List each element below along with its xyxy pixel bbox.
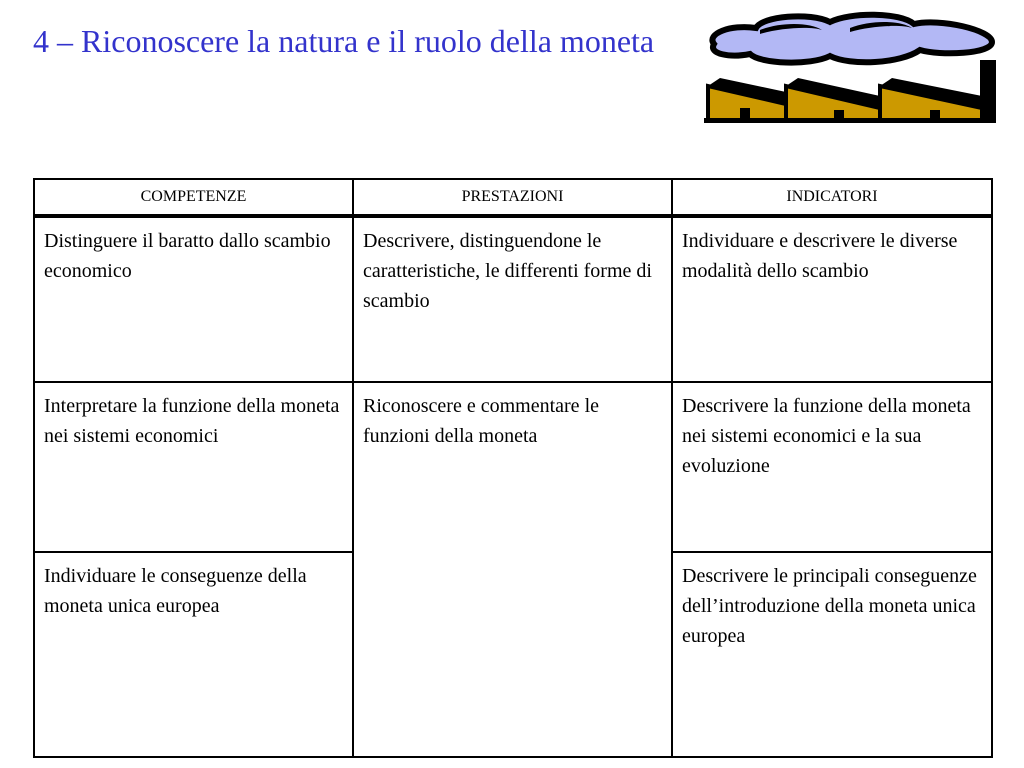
table-row <box>34 216 992 382</box>
table-cell-indicatori: Descrivere le principali conseguenze dell’introduzione della moneta unica europea <box>672 552 992 757</box>
table-cell-indicatori: Individuare e descrivere le diverse modalità dello scambio <box>672 216 992 382</box>
factory-building-icon <box>704 78 996 123</box>
smoke-cloud-icon <box>712 15 992 63</box>
column-header-competenze: COMPETENZE <box>34 179 353 216</box>
factory-icon <box>700 8 1000 124</box>
table-cell-prestazioni: Descrivere, distinguendone le caratteristiche, le differenti forme di scambio <box>353 216 672 382</box>
table-cell-competenze: Distinguere il baratto dallo scambio economico <box>34 216 353 382</box>
table-cell-prestazioni: Riconoscere e commentare le funzioni della moneta <box>353 382 672 757</box>
table-cell-indicatori: Descrivere la funzione della moneta nei sistemi economici e la sua evoluzione <box>672 382 992 552</box>
competency-table <box>33 178 993 758</box>
table-cell-competenze: Interpretare la funzione della moneta nei sistemi economici <box>34 382 353 552</box>
table-row <box>34 382 992 552</box>
table-header-row <box>34 179 992 216</box>
column-header-prestazioni: PRESTAZIONI <box>353 179 672 216</box>
table-cell-competenze: Individuare le conseguenze della moneta unica europea <box>34 552 353 757</box>
column-header-indicatori: INDICATORI <box>672 179 992 216</box>
slide-title: 4 – Riconoscere la natura e il ruolo della moneta <box>33 23 655 59</box>
